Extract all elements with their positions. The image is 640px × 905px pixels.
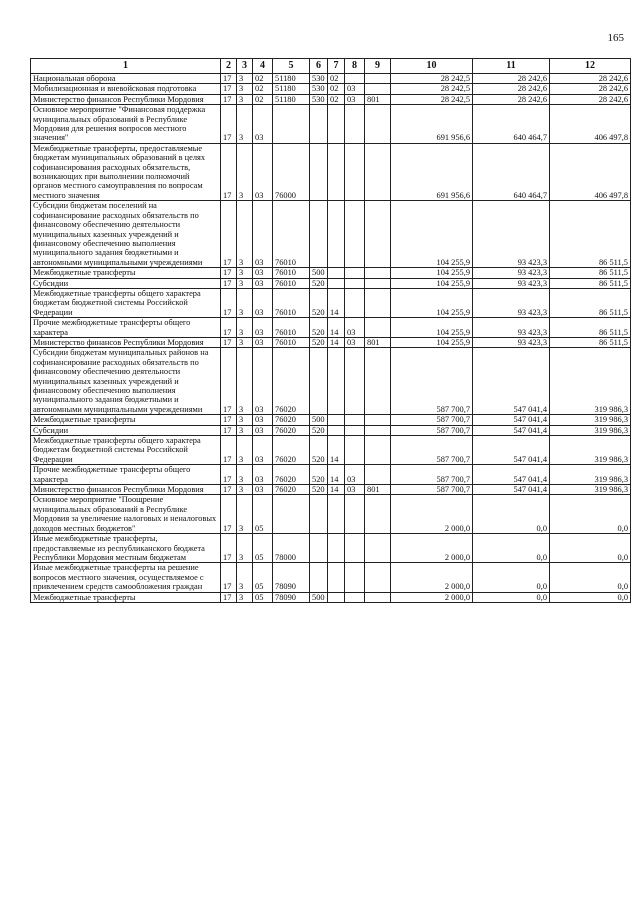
table-row — [31, 337, 631, 347]
row-name-cell: Субсидии — [31, 278, 221, 288]
amount-cell: 319 986,3 — [550, 425, 631, 435]
table-row — [31, 534, 631, 563]
table-row — [31, 84, 631, 94]
code-cell — [345, 74, 365, 84]
code-cell: 500 — [310, 592, 328, 602]
code-cell: 02 — [328, 74, 345, 84]
amount-cell: 28 242,6 — [550, 74, 631, 84]
code-cell: 520 — [310, 485, 328, 495]
code-cell: 3 — [237, 94, 253, 104]
code-cell: 17 — [221, 485, 237, 495]
code-cell — [345, 534, 365, 563]
code-cell: 76000 — [273, 143, 310, 200]
table-row — [31, 74, 631, 84]
code-cell: 3 — [237, 84, 253, 94]
code-cell: 03 — [253, 318, 273, 338]
header-cell: 7 — [328, 59, 345, 74]
code-cell: 14 — [328, 485, 345, 495]
table-row — [31, 348, 631, 415]
code-cell: 03 — [345, 465, 365, 485]
code-cell: 03 — [253, 465, 273, 485]
code-cell — [310, 143, 328, 200]
amount-cell: 93 423,3 — [473, 201, 550, 268]
amount-cell: 28 242,6 — [473, 94, 550, 104]
code-cell — [328, 563, 345, 592]
code-cell — [365, 74, 391, 84]
code-cell — [273, 105, 310, 144]
amount-cell: 640 464,7 — [473, 105, 550, 144]
code-cell — [328, 495, 345, 534]
amount-cell: 104 255,9 — [391, 288, 473, 317]
code-cell: 17 — [221, 268, 237, 278]
code-cell — [365, 268, 391, 278]
amount-cell: 0,0 — [550, 563, 631, 592]
amount-cell: 547 041,4 — [473, 348, 550, 415]
code-cell: 3 — [237, 563, 253, 592]
amount-cell: 0,0 — [473, 592, 550, 602]
code-cell: 03 — [345, 485, 365, 495]
header-row — [31, 59, 631, 74]
code-cell: 76010 — [273, 278, 310, 288]
code-cell — [328, 105, 345, 144]
amount-cell: 587 700,7 — [391, 348, 473, 415]
code-cell: 51180 — [273, 94, 310, 104]
table-row — [31, 415, 631, 425]
code-cell — [310, 105, 328, 144]
code-cell: 801 — [365, 94, 391, 104]
amount-cell: 0,0 — [473, 534, 550, 563]
table-row — [31, 465, 631, 485]
amount-cell: 28 242,5 — [391, 74, 473, 84]
code-cell — [345, 592, 365, 602]
amount-cell: 691 956,6 — [391, 143, 473, 200]
code-cell: 76020 — [273, 425, 310, 435]
code-cell — [365, 534, 391, 563]
amount-cell: 104 255,9 — [391, 268, 473, 278]
code-cell — [365, 415, 391, 425]
amount-cell: 587 700,7 — [391, 415, 473, 425]
code-cell — [365, 318, 391, 338]
amount-cell: 0,0 — [473, 495, 550, 534]
amount-cell: 93 423,3 — [473, 318, 550, 338]
page-number: 165 — [607, 32, 624, 44]
code-cell: 17 — [221, 465, 237, 485]
code-cell — [328, 348, 345, 415]
code-cell — [345, 201, 365, 268]
code-cell: 3 — [237, 415, 253, 425]
code-cell: 3 — [237, 348, 253, 415]
code-cell — [310, 201, 328, 268]
row-name-cell: Межбюджетные трансферты — [31, 415, 221, 425]
code-cell: 500 — [310, 268, 328, 278]
code-cell — [365, 465, 391, 485]
code-cell: 78090 — [273, 592, 310, 602]
amount-cell: 406 497,8 — [550, 105, 631, 144]
amount-cell: 28 242,6 — [473, 74, 550, 84]
row-name-cell: Прочие межбюджетные трансферты общего характера — [31, 318, 221, 338]
header-cell: 11 — [473, 59, 550, 74]
code-cell — [365, 495, 391, 534]
code-cell: 17 — [221, 318, 237, 338]
code-cell: 530 — [310, 94, 328, 104]
amount-cell: 28 242,5 — [391, 84, 473, 94]
table-row — [31, 94, 631, 104]
code-cell: 14 — [328, 436, 345, 465]
code-cell: 78000 — [273, 534, 310, 563]
code-cell: 17 — [221, 105, 237, 144]
table-row — [31, 278, 631, 288]
code-cell: 3 — [237, 337, 253, 347]
header-cell: 6 — [310, 59, 328, 74]
code-cell — [345, 268, 365, 278]
code-cell: 02 — [253, 84, 273, 94]
code-cell — [345, 105, 365, 144]
amount-cell: 104 255,9 — [391, 201, 473, 268]
code-cell: 530 — [310, 84, 328, 94]
amount-cell: 0,0 — [550, 592, 631, 602]
code-cell: 03 — [253, 278, 273, 288]
code-cell: 520 — [310, 288, 328, 317]
code-cell — [365, 563, 391, 592]
amount-cell: 2 000,0 — [391, 563, 473, 592]
code-cell — [345, 436, 365, 465]
row-name-cell: Межбюджетные трансферты, предоставляемые бюджетам муниципальных образований в целях софинансирования расходных обязательств, возникающих при выполнении полномочий органов местного самоуправления по вопросам местного значения — [31, 143, 221, 200]
code-cell: 17 — [221, 592, 237, 602]
code-cell: 17 — [221, 143, 237, 200]
code-cell: 02 — [328, 94, 345, 104]
row-name-cell: Министерство финансов Республики Мордовия — [31, 94, 221, 104]
code-cell: 530 — [310, 74, 328, 84]
row-name-cell: Министерство финансов Республики Мордовия — [31, 485, 221, 495]
header-cell: 2 — [221, 59, 237, 74]
code-cell — [365, 105, 391, 144]
row-name-cell: Межбюджетные трансферты — [31, 268, 221, 278]
code-cell: 17 — [221, 415, 237, 425]
code-cell — [328, 415, 345, 425]
amount-cell: 104 255,9 — [391, 278, 473, 288]
code-cell: 3 — [237, 318, 253, 338]
code-cell: 03 — [253, 143, 273, 200]
amount-cell: 0,0 — [550, 534, 631, 563]
amount-cell: 587 700,7 — [391, 425, 473, 435]
code-cell — [345, 348, 365, 415]
row-name-cell: Субсидии бюджетам поселений на софинансирование расходных обязательств по финансовому обеспечению деятельности муниципальных казенных учреждений и финансовому обеспечению выполнения муниципального задания бюджетными и автономными муниципальными учреждениями — [31, 201, 221, 268]
amount-cell: 640 464,7 — [473, 143, 550, 200]
code-cell: 76010 — [273, 337, 310, 347]
row-name-cell: Основное мероприятие "Финансовая поддержка муниципальных образований в Республике Мордовия для решения вопросов местного значения" — [31, 105, 221, 144]
code-cell — [345, 278, 365, 288]
code-cell — [328, 425, 345, 435]
table-row — [31, 436, 631, 465]
code-cell: 500 — [310, 415, 328, 425]
table-row — [31, 143, 631, 200]
amount-cell: 319 986,3 — [550, 465, 631, 485]
amount-cell: 93 423,3 — [473, 278, 550, 288]
code-cell: 03 — [253, 201, 273, 268]
header-cell: 5 — [273, 59, 310, 74]
code-cell — [365, 348, 391, 415]
row-name-cell: Национальная оборона — [31, 74, 221, 84]
amount-cell: 319 986,3 — [550, 415, 631, 425]
code-cell — [345, 288, 365, 317]
code-cell — [365, 201, 391, 268]
code-cell: 3 — [237, 278, 253, 288]
code-cell — [328, 592, 345, 602]
code-cell — [310, 563, 328, 592]
header-cell: 8 — [345, 59, 365, 74]
amount-cell: 28 242,6 — [550, 94, 631, 104]
header-cell: 3 — [237, 59, 253, 74]
amount-cell: 86 511,5 — [550, 268, 631, 278]
code-cell: 17 — [221, 348, 237, 415]
code-cell: 76020 — [273, 348, 310, 415]
code-cell — [365, 143, 391, 200]
code-cell: 14 — [328, 337, 345, 347]
row-name-cell: Субсидии — [31, 425, 221, 435]
code-cell: 03 — [345, 94, 365, 104]
code-cell — [345, 143, 365, 200]
code-cell — [345, 415, 365, 425]
code-cell — [365, 425, 391, 435]
code-cell: 78090 — [273, 563, 310, 592]
code-cell: 76010 — [273, 318, 310, 338]
code-cell — [273, 495, 310, 534]
code-cell: 17 — [221, 425, 237, 435]
amount-cell: 28 242,5 — [391, 94, 473, 104]
code-cell: 76020 — [273, 415, 310, 425]
code-cell: 801 — [365, 337, 391, 347]
table-body — [31, 74, 631, 603]
code-cell: 14 — [328, 288, 345, 317]
table-row — [31, 268, 631, 278]
table-row — [31, 318, 631, 338]
code-cell — [365, 278, 391, 288]
code-cell — [310, 348, 328, 415]
code-cell — [328, 534, 345, 563]
row-name-cell: Основное мероприятие "Поощрение муниципальных образований в Республике Мордовия за увеличение налоговых и неналоговых доходов местных бюджетов" — [31, 495, 221, 534]
code-cell: 17 — [221, 495, 237, 534]
header-cell: 1 — [31, 59, 221, 74]
code-cell: 3 — [237, 495, 253, 534]
amount-cell: 587 700,7 — [391, 485, 473, 495]
code-cell: 03 — [253, 105, 273, 144]
code-cell: 520 — [310, 436, 328, 465]
row-name-cell: Межбюджетные трансферты общего характера бюджетам бюджетной системы Российской Федерации — [31, 436, 221, 465]
code-cell — [345, 425, 365, 435]
amount-cell: 93 423,3 — [473, 288, 550, 317]
amount-cell: 587 700,7 — [391, 436, 473, 465]
code-cell: 520 — [310, 278, 328, 288]
code-cell: 76010 — [273, 288, 310, 317]
code-cell: 3 — [237, 436, 253, 465]
code-cell: 03 — [345, 84, 365, 94]
code-cell: 520 — [310, 465, 328, 485]
code-cell: 17 — [221, 74, 237, 84]
amount-cell: 547 041,4 — [473, 415, 550, 425]
table-row — [31, 425, 631, 435]
table-row — [31, 495, 631, 534]
code-cell: 3 — [237, 74, 253, 84]
code-cell — [328, 201, 345, 268]
amount-cell: 547 041,4 — [473, 485, 550, 495]
code-cell: 05 — [253, 592, 273, 602]
code-cell: 17 — [221, 534, 237, 563]
code-cell: 3 — [237, 143, 253, 200]
code-cell — [328, 143, 345, 200]
row-name-cell: Иные межбюджетные трансферты, предоставляемые из республиканского бюджета Республики Мордовия местным бюджетам — [31, 534, 221, 563]
row-name-cell: Субсидии бюджетам муниципальных районов на софинансирование расходных обязательств по финансовому обеспечению деятельности муниципальных казенных учреждений и финансовому обеспечению выполнения муниципального задания бюджетными и автономными муниципальными учреждениями — [31, 348, 221, 415]
code-cell — [345, 495, 365, 534]
amount-cell: 2 000,0 — [391, 534, 473, 563]
code-cell — [365, 288, 391, 317]
row-name-cell: Мобилизационная и вневойсковая подготовка — [31, 84, 221, 94]
amount-cell: 104 255,9 — [391, 337, 473, 347]
code-cell: 14 — [328, 465, 345, 485]
code-cell: 03 — [253, 348, 273, 415]
code-cell: 17 — [221, 94, 237, 104]
amount-cell: 406 497,8 — [550, 143, 631, 200]
row-name-cell: Межбюджетные трансферты общего характера бюджетам бюджетной системы Российской Федерации — [31, 288, 221, 317]
amount-cell: 587 700,7 — [391, 465, 473, 485]
code-cell: 520 — [310, 425, 328, 435]
amount-cell: 28 242,6 — [550, 84, 631, 94]
table-row — [31, 592, 631, 602]
table-row — [31, 485, 631, 495]
code-cell: 76020 — [273, 436, 310, 465]
amount-cell: 28 242,6 — [473, 84, 550, 94]
code-cell: 02 — [253, 74, 273, 84]
amount-cell: 0,0 — [550, 495, 631, 534]
amount-cell: 86 511,5 — [550, 278, 631, 288]
table-row — [31, 105, 631, 144]
code-cell: 03 — [253, 337, 273, 347]
budget-table — [30, 58, 631, 603]
code-cell: 3 — [237, 288, 253, 317]
code-cell: 17 — [221, 288, 237, 317]
code-cell: 801 — [365, 485, 391, 495]
amount-cell: 86 511,5 — [550, 318, 631, 338]
code-cell: 17 — [221, 84, 237, 94]
table-row — [31, 563, 631, 592]
amount-cell: 2 000,0 — [391, 592, 473, 602]
header-cell: 9 — [365, 59, 391, 74]
code-cell: 3 — [237, 485, 253, 495]
code-cell: 14 — [328, 318, 345, 338]
amount-cell: 691 956,6 — [391, 105, 473, 144]
code-cell: 03 — [345, 337, 365, 347]
code-cell — [345, 563, 365, 592]
code-cell: 3 — [237, 425, 253, 435]
code-cell: 520 — [310, 337, 328, 347]
code-cell: 3 — [237, 592, 253, 602]
code-cell: 76020 — [273, 465, 310, 485]
header-cell: 12 — [550, 59, 631, 74]
table-row — [31, 201, 631, 268]
code-cell: 76020 — [273, 485, 310, 495]
code-cell: 05 — [253, 534, 273, 563]
code-cell: 76010 — [273, 268, 310, 278]
code-cell: 51180 — [273, 74, 310, 84]
code-cell: 17 — [221, 201, 237, 268]
code-cell — [328, 268, 345, 278]
amount-cell: 319 986,3 — [550, 485, 631, 495]
code-cell — [328, 278, 345, 288]
code-cell: 76010 — [273, 201, 310, 268]
amount-cell: 547 041,4 — [473, 425, 550, 435]
code-cell: 02 — [253, 94, 273, 104]
code-cell: 520 — [310, 318, 328, 338]
code-cell: 17 — [221, 436, 237, 465]
code-cell: 17 — [221, 337, 237, 347]
code-cell: 03 — [253, 425, 273, 435]
code-cell: 03 — [253, 288, 273, 317]
header-cell: 10 — [391, 59, 473, 74]
code-cell: 17 — [221, 563, 237, 592]
code-cell: 03 — [253, 415, 273, 425]
code-cell: 17 — [221, 278, 237, 288]
code-cell: 03 — [253, 268, 273, 278]
code-cell — [365, 84, 391, 94]
code-cell: 3 — [237, 105, 253, 144]
code-cell: 51180 — [273, 84, 310, 94]
amount-cell: 547 041,4 — [473, 465, 550, 485]
amount-cell: 86 511,5 — [550, 288, 631, 317]
code-cell — [310, 495, 328, 534]
code-cell — [365, 436, 391, 465]
code-cell: 05 — [253, 495, 273, 534]
row-name-cell: Министерство финансов Республики Мордовия — [31, 337, 221, 347]
code-cell: 3 — [237, 201, 253, 268]
code-cell: 3 — [237, 268, 253, 278]
amount-cell: 2 000,0 — [391, 495, 473, 534]
amount-cell: 104 255,9 — [391, 318, 473, 338]
amount-cell: 93 423,3 — [473, 268, 550, 278]
code-cell: 03 — [345, 318, 365, 338]
code-cell: 03 — [253, 485, 273, 495]
row-name-cell: Прочие межбюджетные трансферты общего характера — [31, 465, 221, 485]
code-cell: 05 — [253, 563, 273, 592]
row-name-cell: Иные межбюджетные трансферты на решение вопросов местного значения, осуществляемое с привлечением средств самообложения граждан — [31, 563, 221, 592]
code-cell — [310, 534, 328, 563]
code-cell: 3 — [237, 465, 253, 485]
amount-cell: 86 511,5 — [550, 337, 631, 347]
row-name-cell: Межбюджетные трансферты — [31, 592, 221, 602]
amount-cell: 0,0 — [473, 563, 550, 592]
code-cell — [365, 592, 391, 602]
amount-cell: 319 986,3 — [550, 348, 631, 415]
code-cell: 03 — [253, 436, 273, 465]
amount-cell: 547 041,4 — [473, 436, 550, 465]
amount-cell: 86 511,5 — [550, 201, 631, 268]
table-row — [31, 288, 631, 317]
code-cell: 02 — [328, 84, 345, 94]
amount-cell: 319 986,3 — [550, 436, 631, 465]
amount-cell: 93 423,3 — [473, 337, 550, 347]
code-cell: 3 — [237, 534, 253, 563]
header-cell: 4 — [253, 59, 273, 74]
